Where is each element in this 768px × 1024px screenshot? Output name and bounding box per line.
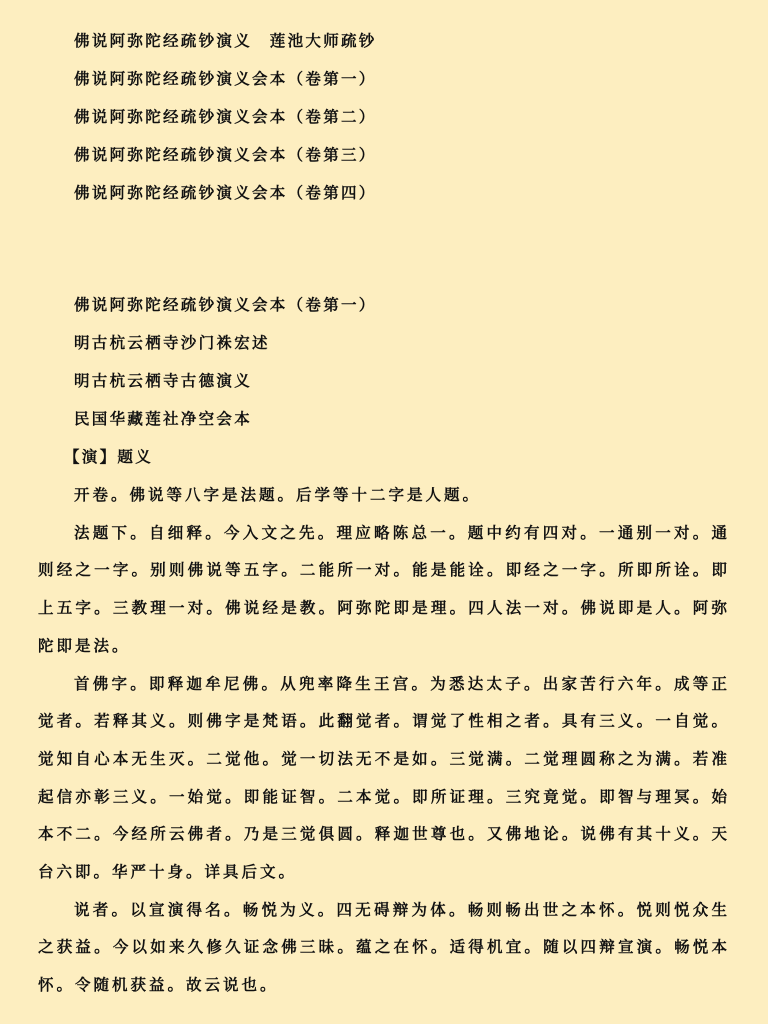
section-label: 【演】题义 (64, 447, 154, 466)
toc-link-volume-4[interactable]: 佛说阿弥陀经疏钞演义会本（卷第四） (74, 183, 377, 202)
paragraph: 说者。以宣演得名。畅悦为义。四无碍辩为体。畅则畅出世之本怀。悦则悦众生之获益。今以如来久修久证念佛三昧。蕴之在怀。适得机宜。随以四辩宣演。畅悦本怀。令随机获益。故云说也。 (38, 899, 730, 995)
toc-link-main[interactable]: 佛说阿弥陀经疏钞演义 莲池大师疏钞 (74, 31, 377, 50)
chapter-title: 佛说阿弥陀经疏钞演义会本（卷第一） (74, 295, 377, 314)
toc-link-volume-3[interactable]: 佛说阿弥陀经疏钞演义会本（卷第三） (74, 145, 377, 164)
paragraph: 首佛字。即释迦牟尼佛。从兜率降生王宫。为悉达太子。出家苦行六年。成等正觉者。若释其义。则佛字是梵语。此翻觉者。谓觉了性相之者。具有三义。一自觉。觉知自心本无生灭。二觉他。觉一切法无不是如。三觉满。二觉理圆称之为满。若准起信亦彰三义。一始觉。即能证智。二本觉。即所证理。三究竟觉。即智与理冥。始本不二。今经所云佛者。乃是三觉俱圆。释迦世尊也。又佛地论。说佛有其十义。天台六即。华严十身。详具后文。 (38, 673, 730, 882)
toc-link-volume-2[interactable]: 佛说阿弥陀经疏钞演义会本（卷第二） (74, 107, 377, 126)
chapter-heading (0, 286, 768, 476)
main-text (38, 476, 730, 1004)
paragraph: 法题下。自细释。今入文之先。理应略陈总一。题中约有四对。一通别一对。通则经之一字。别则佛说等五字。二能所一对。能是能诠。即经之一字。所即所诠。即上五字。三教理一对。佛说经是教。阿弥陀即是理。四人法一对。佛说即是人。阿弥陀即是法。 (38, 522, 730, 655)
table-of-contents (0, 22, 768, 212)
paragraph: 开卷。佛说等八字是法题。后学等十二字是人题。 (74, 485, 482, 504)
author-line-3: 民国华藏莲社净空会本 (74, 409, 253, 428)
author-line-1: 明古杭云栖寺沙门袾宏述 (74, 333, 270, 352)
author-line-2: 明古杭云栖寺古德演义 (74, 371, 253, 390)
toc-link-volume-1[interactable]: 佛说阿弥陀经疏钞演义会本（卷第一） (74, 69, 377, 88)
